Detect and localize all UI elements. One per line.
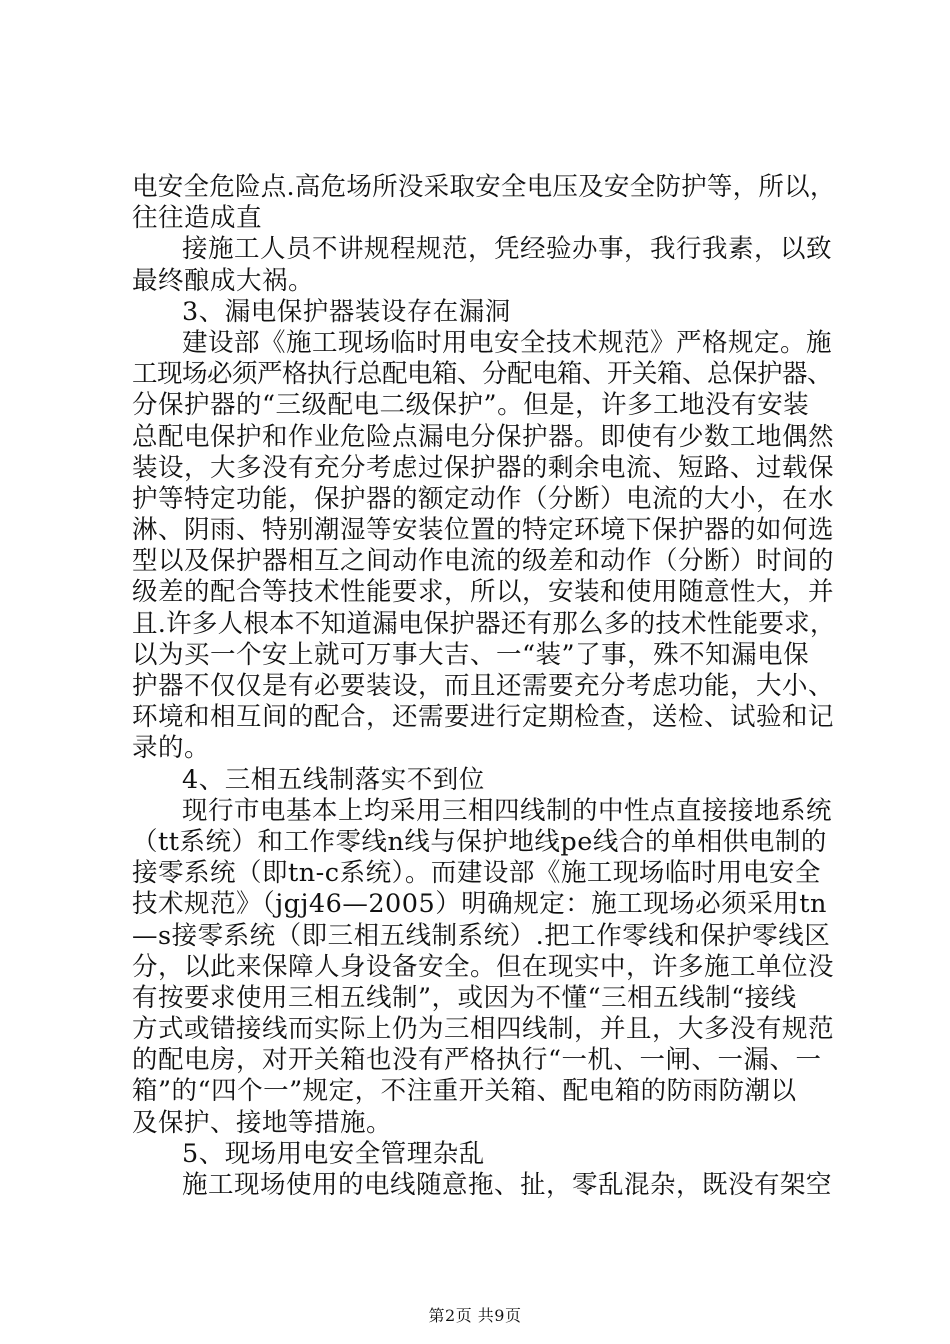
text-line: 以为买一个安上就可万事大吉、一“装”了事，殊不知漏电保 bbox=[132, 639, 810, 670]
section-heading: 5、现场用电安全管理杂乱 bbox=[182, 1138, 485, 1169]
page-number: 第2页 共9页 bbox=[428, 1306, 522, 1325]
text-line: 箱”的“四个一”规定，不注重开关箱、配电箱的防雨防潮以 bbox=[132, 1076, 797, 1107]
text-line: 淋、阴雨、特别潮湿等安装位置的特定环境下保护器的如何选 bbox=[132, 515, 835, 546]
text-line: 分，以此来保障人身设备安全。但在现实中，许多施工单位没 bbox=[132, 951, 835, 982]
paragraph-start-line: 施工现场使用的电线随意拖、扯，零乱混杂，既没有架空 bbox=[182, 1170, 833, 1200]
document-body bbox=[132, 172, 837, 1201]
text-line: 技术规范》（jgj46—2005）明确规定：施工现场必须采用tn bbox=[132, 889, 827, 920]
text-line: 护等特定功能，保护器的额定动作（分断）电流的大小，在水 bbox=[132, 483, 835, 514]
text-line: 级差的配合等技术性能要求，所以，安装和使用随意性大，并 bbox=[132, 577, 835, 608]
text-line: 分保护器的“三级配电二级保护”。但是，许多工地没有安装 bbox=[132, 390, 810, 421]
paragraph-start-line: 建设部《施工现场临时用电安全技术规范》严格规定。施 bbox=[182, 327, 833, 358]
text-line: 环境和相互间的配合，还需要进行定期检查，送检、试验和记 bbox=[132, 702, 835, 733]
text-line: 往往造成直 bbox=[132, 203, 263, 234]
text-line: 方式或错接线而实际上仍为三相四线制，并且，大多没有规范 bbox=[132, 1014, 835, 1045]
text-line: 的配电房，对开关箱也没有严格执行“一机、一闸、一漏、一 bbox=[132, 1045, 822, 1076]
text-line: 最终酿成大祸。 bbox=[132, 265, 315, 296]
section-heading: 3、漏电保护器装设存在漏洞 bbox=[182, 296, 511, 327]
text-line: 总配电保护和作业危险点漏电分保护器。即使有少数工地偶然 bbox=[132, 421, 835, 452]
text-line: （tt系统）和工作零线n线与保护地线pe线合的单相供电制的 bbox=[132, 826, 827, 857]
paragraph-start-line: 现行市电基本上均采用三相四线制的中性点直接接地系统 bbox=[182, 795, 833, 826]
text-line: 及保护、接地等措施。 bbox=[132, 1107, 393, 1138]
text-line: 有按要求使用三相五线制”，或因为不懂“三相五线制“接线 bbox=[132, 982, 797, 1013]
text-line: 电安全危险点.高危场所没采取安全电压及安全防护等，所以， bbox=[132, 172, 836, 202]
text-line: —s接零系统（即三相五线制系统）.把工作零线和保护零线区 bbox=[132, 920, 831, 951]
text-line: 录的。 bbox=[132, 733, 211, 764]
paragraph-start-line: 接施工人员不讲规程规范，凭经验办事，我行我素，以致 bbox=[182, 234, 833, 265]
text-line: 工现场必须严格执行总配电箱、分配电箱、开关箱、总保护器、 bbox=[132, 359, 833, 390]
text-line: 护器不仅仅是有必要装设，而且还需要充分考虑功能，大小、 bbox=[132, 671, 835, 701]
text-line: 接零系统（即tn-c系统）。而建设部《施工现场临时用电安全 bbox=[132, 858, 821, 889]
text-line: 且.许多人根本不知道漏电保护器还有那么多的技术性能要求， bbox=[132, 608, 836, 639]
text-line: 型以及保护器相互之间动作电流的级差和动作（分断）时间的 bbox=[132, 546, 835, 577]
text-line: 装设，大多没有充分考虑过保护器的剩余电流、短路、过载保 bbox=[132, 452, 835, 483]
section-heading: 4、三相五线制落实不到位 bbox=[182, 764, 485, 795]
